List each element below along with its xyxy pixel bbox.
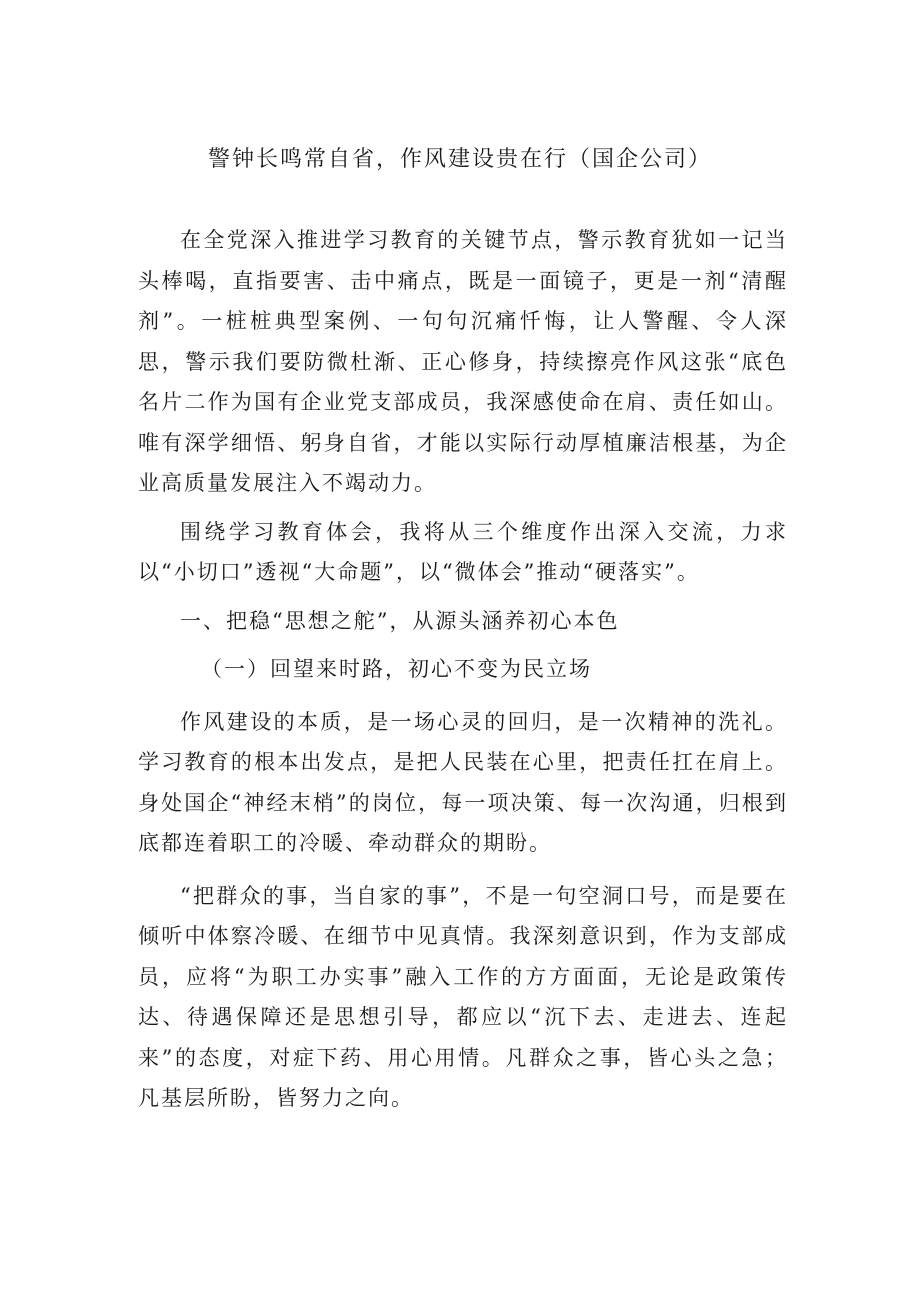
subsection-heading-1: （一）回望来时路，初心不变为民立场 (201, 657, 592, 681)
document-body (138, 220, 788, 1119)
paragraph-section1-1: 作风建设的本质，是一场心灵的回归，是一次精神的洗礼。学习教育的根本出发点，是把人民装在心里，把责任扛在肩上。身处国企“神经末梢”的岗位，每一项决策、每一次沟通，归根到底都连着职工的冷暖、牵动群众的期盼。 (138, 709, 788, 855)
section-heading-1: 一、把稳“思想之舵”，从源头涵养初心本色 (180, 608, 620, 633)
paragraph-intro-1: 在全党深入推进学习教育的关键节点，警示教育犹如一记当头棒喝，直指要害、击中痛点，既是一面镜子，更是一剂“清醒剂”。一桩桩典型案例、一句句沉痛忏悔，让人警醒、令人深思，警示我们要防微杜渐、正心修身，持续擦亮作风这张“底色名片二作为国有企业党支部成员，我深感使命在肩、责任如山。唯有深学细悟、躬身自省，才能以实际行动厚植廉洁根基，为企业高质量发展注入不竭动力。 (138, 228, 788, 495)
paragraph-section1-2: “把群众的事，当自家的事”，不是一句空洞口号，而是要在倾听中体察冷暖、在细节中见真情。我深刻意识到，作为支部成员，应将“为职工办实事”融入工作的方方面面，无论是政策传达、待遇保障还是思想引导，都应以“沉下去、走进去、连起来”的态度，对症下药、用心用情。凡群众之事，皆心头之急；凡基层所盼，皆努力之向。 (138, 883, 788, 1110)
paragraph-intro-2: 围绕学习教育体会，我将从三个维度作出深入交流，力求以“小切口”透视“大命题”，以“微体会”推动“硬落实”。 (138, 519, 788, 584)
document-title: 警钟长鸣常自省，作风建设贵在行（国企公司） (207, 147, 712, 172)
